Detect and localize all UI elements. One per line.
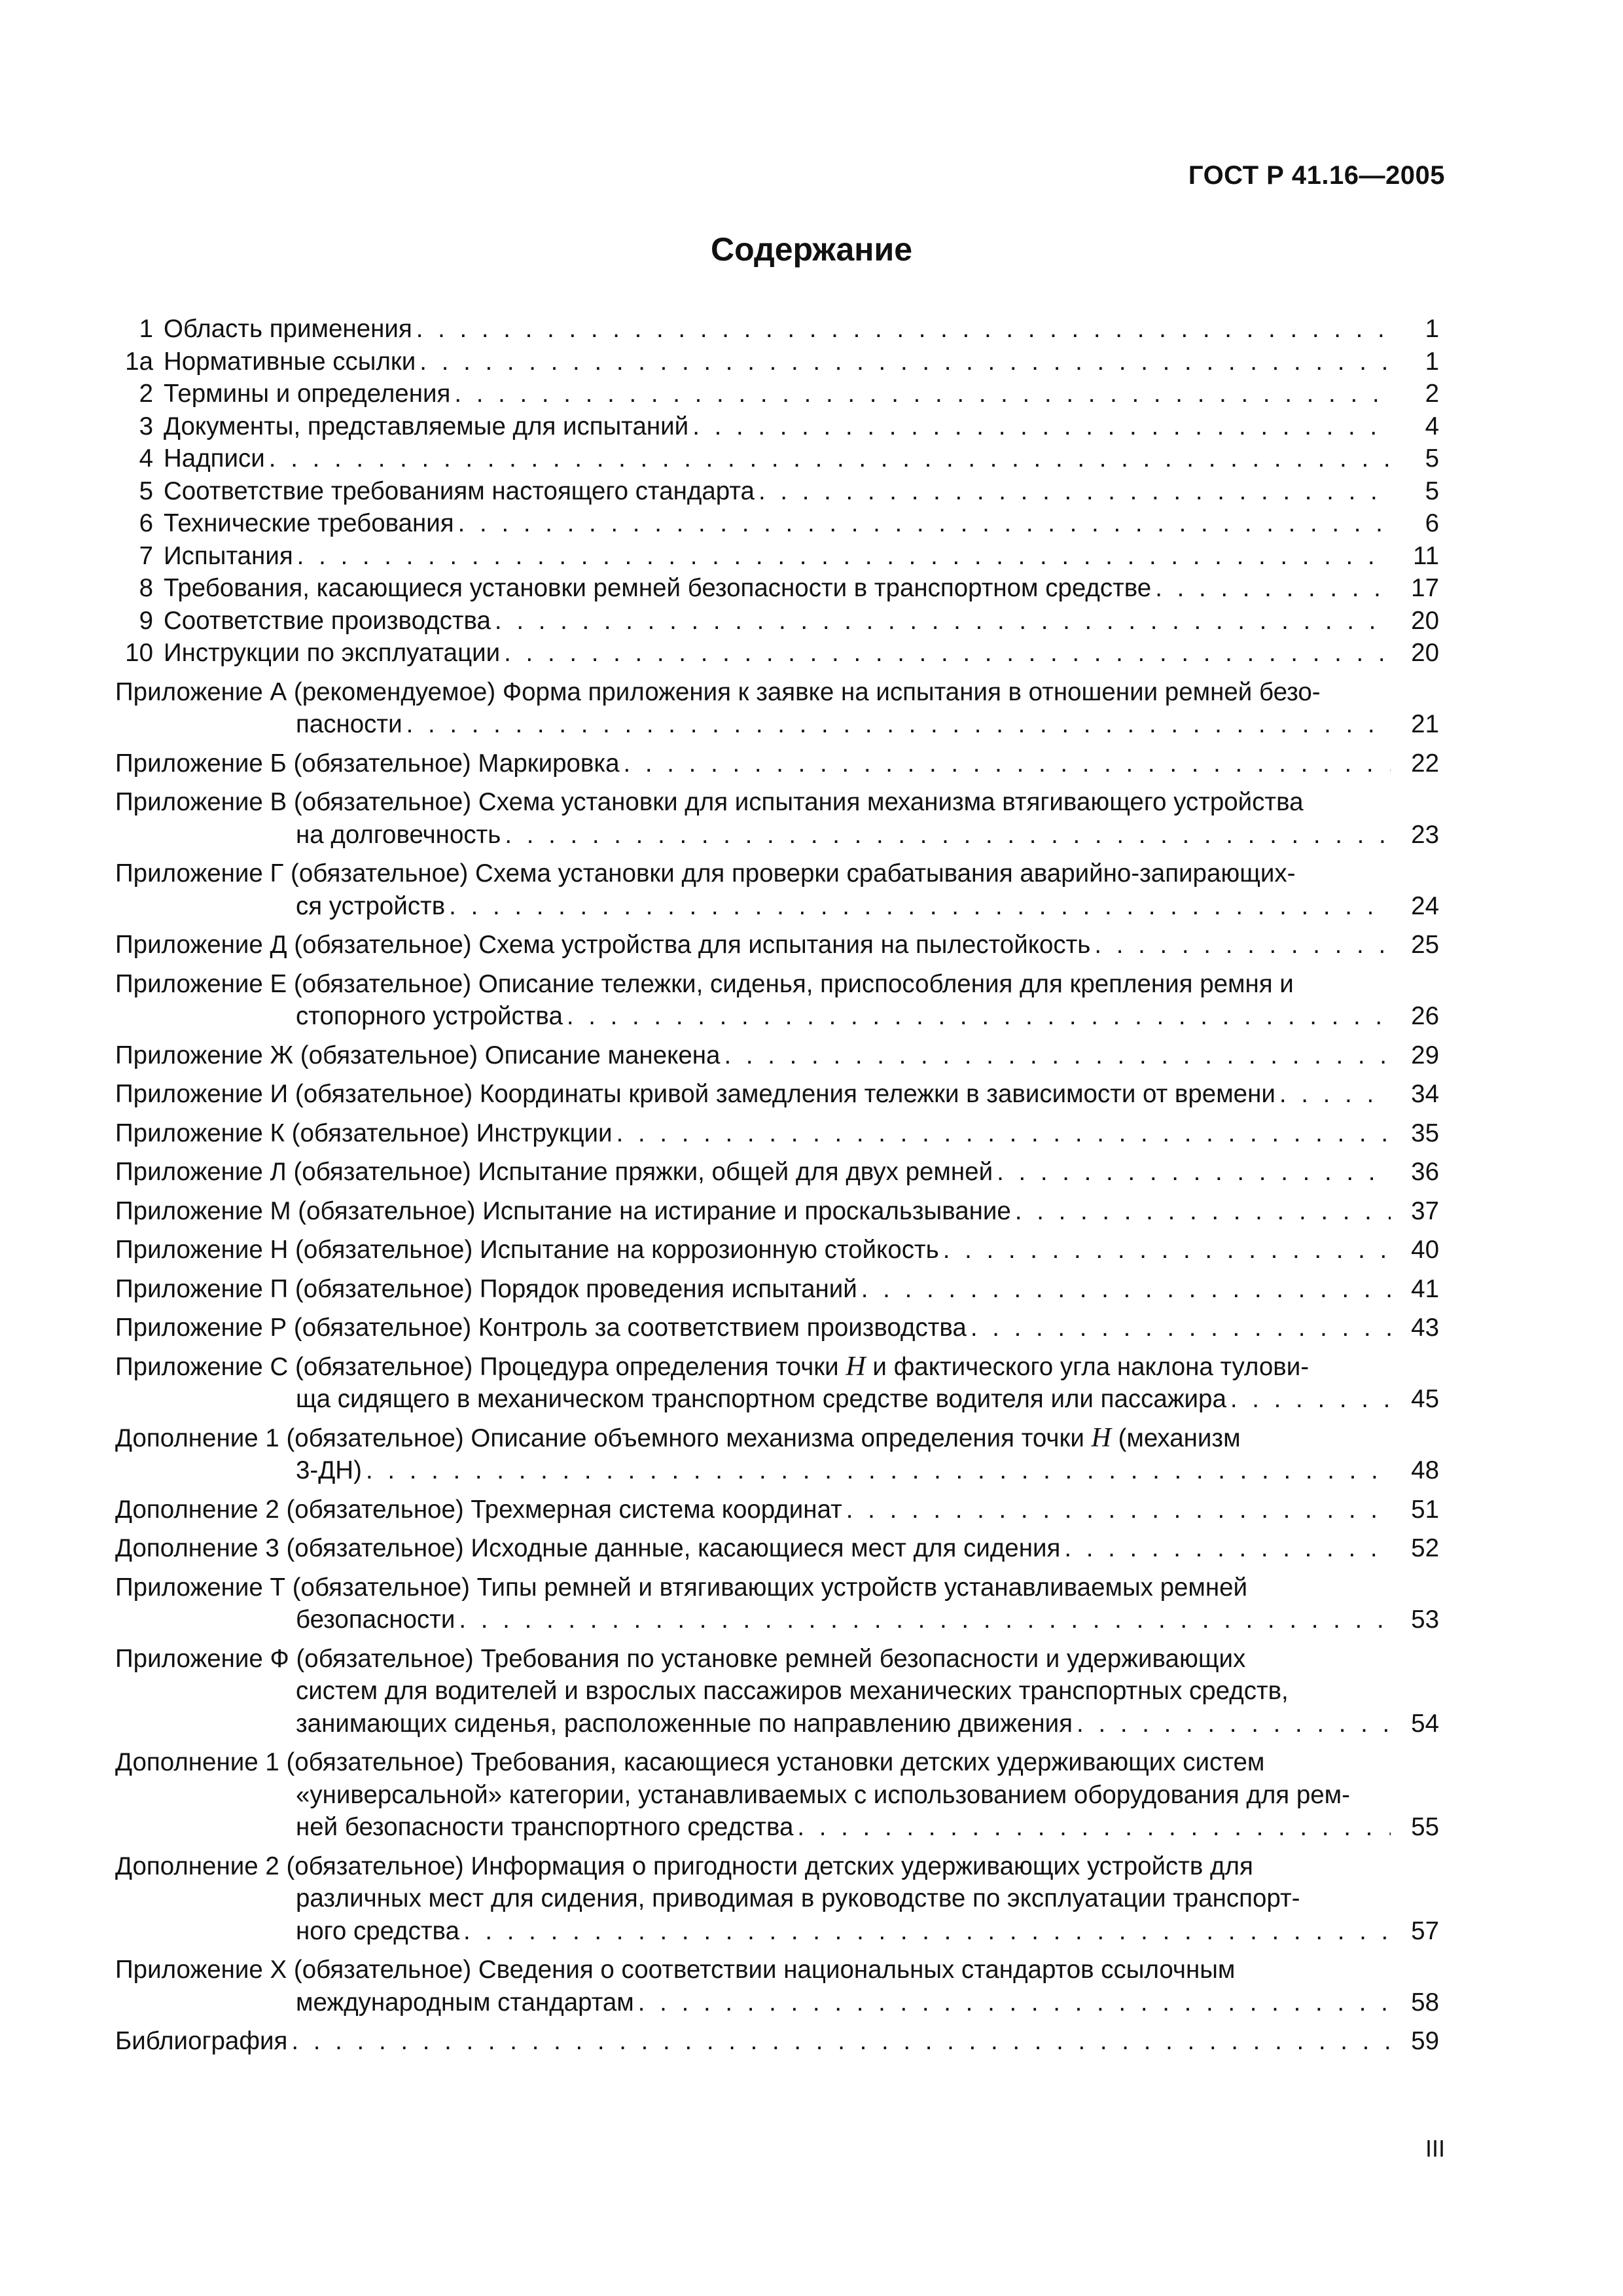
toc-entry[interactable] [115, 929, 1439, 961]
toc-entry[interactable] [115, 968, 1439, 1033]
leader-dots [634, 1986, 1391, 2019]
toc-entry-title: Дополнение 1 (обязательное) Описание объемного механизма определения точки H (механизм [115, 1422, 1241, 1453]
leader-dots [842, 1494, 1391, 1526]
toc-entry-title: 7 Испытания [115, 540, 293, 573]
toc-entry-page: 52 [1411, 1534, 1439, 1562]
toc-entry-title: различных мест для сидения, приводимая в руководстве по эксплуатации транспорт- [296, 1884, 1300, 1912]
toc-entry-page: 22 [1411, 749, 1439, 778]
leader-dots [362, 1454, 1391, 1487]
leader-dots [1073, 1708, 1391, 1740]
toc-entry-title: Дополнение 1 (обязательное) Требования, касающиеся установки детских удерживающих систем [115, 1748, 1265, 1776]
leader-dots [993, 1156, 1391, 1189]
toc-entry[interactable] [115, 1156, 1439, 1189]
toc-entry-title: «универсальной» категории, устанавливаемых с использованием оборудования для рем- [296, 1780, 1350, 1809]
toc-entry[interactable] [115, 1195, 1439, 1228]
page-title: Содержание [710, 231, 913, 268]
toc-entry[interactable] [115, 1422, 1439, 1487]
toc-entry-title: 6 Технические требования [115, 507, 454, 540]
toc-entry-title: Приложение А (рекомендуемое) Форма приложения к заявке на испытания в отношении ремней безо- [115, 677, 1321, 706]
toc-entry-page: 53 [1411, 1605, 1439, 1634]
toc-entry-page: 23 [1411, 820, 1439, 849]
toc-entry-title: 1а Нормативные ссылки [115, 346, 416, 378]
toc-entry-page: 4 [1425, 412, 1439, 440]
toc-entry[interactable] [115, 1571, 1439, 1636]
leader-dots [501, 819, 1391, 852]
leader-dots [563, 1000, 1391, 1033]
leader-dots [613, 1117, 1391, 1150]
toc-entry-title: Приложение Е (обязательное) Описание тележки, сиденья, приспособления для крепления ремня и [115, 969, 1294, 998]
toc-entry-page: 20 [1411, 639, 1439, 667]
toc-entry[interactable] [115, 1312, 1439, 1344]
leader-dots [1151, 572, 1391, 605]
toc-entry[interactable] [115, 1532, 1439, 1565]
toc-entry[interactable] [115, 1234, 1439, 1266]
toc-entry-title: ней безопасности транспортного средства [296, 1813, 794, 1841]
toc-entry-title: Приложение Ф (обязательное) Требования по установке ремней безопасности и удерживающих [115, 1644, 1246, 1673]
toc-entry-page: 5 [1425, 476, 1439, 505]
toc-entry-number: 3 [139, 412, 153, 440]
toc-entry[interactable] [115, 786, 1439, 851]
toc-entry[interactable] [115, 410, 1439, 443]
toc-entry-page: 55 [1411, 1813, 1439, 1841]
toc-entry-number: 9 [139, 606, 153, 635]
toc-entry-title: безопасности [296, 1605, 455, 1634]
toc-entry[interactable] [115, 1494, 1439, 1526]
toc-entry[interactable] [115, 1078, 1439, 1111]
toc-entry-page: 59 [1411, 2027, 1439, 2055]
toc-entry[interactable] [115, 1273, 1439, 1306]
toc-entry[interactable] [115, 507, 1439, 540]
toc-entry-title: Приложение Б (обязательное) Маркировка [115, 749, 620, 778]
toc-entry[interactable] [115, 2025, 1439, 2058]
toc-entry-page: 45 [1411, 1385, 1439, 1413]
toc-entry-page: 5 [1425, 444, 1439, 473]
toc-entry-title: Приложение Т (обязательное) Типы ремней и втягивающих устройств устанавливаемых ремней [115, 1573, 1248, 1602]
toc-entry-title: Приложение Л (обязательное) Испытание пряжки, общей для двух ремней [115, 1158, 993, 1186]
toc-entry-title: ся устройств [296, 891, 446, 920]
table-of-contents [115, 313, 1439, 2058]
toc-entry-page: 36 [1411, 1158, 1439, 1186]
toc-entry-title: 5 Соответствие требованиям настоящего стандарта [115, 475, 755, 508]
toc-entry-title: Приложение Г (обязательное) Схема установки для проверки срабатывания аварийно-запирающих- [115, 859, 1296, 888]
toc-entry[interactable] [115, 857, 1439, 922]
toc-entry-title: пасности [296, 710, 402, 738]
toc-entry-number: 4 [139, 444, 153, 473]
leader-dots [416, 346, 1391, 378]
page-number: III [1425, 2135, 1445, 2162]
toc-entry-number: 10 [125, 639, 153, 667]
toc-entry-title: на долговечность [296, 820, 501, 849]
toc-entry-page: 58 [1411, 1988, 1439, 2017]
toc-entry[interactable] [115, 1954, 1439, 2018]
leader-dots [491, 605, 1391, 637]
toc-entry-page: 34 [1411, 1080, 1439, 1108]
toc-entry-title: 8 Требования, касающиеся установки ремней безопасности в транспортном средстве [115, 572, 1151, 605]
toc-entry-number: 1 [139, 315, 153, 343]
toc-entry[interactable] [115, 1351, 1439, 1416]
toc-entry-title: ного средства [296, 1916, 459, 1945]
toc-entry-title: Дополнение 2 (обязательное) Трехмерная система координат [115, 1495, 842, 1524]
leader-dots [967, 1312, 1391, 1344]
toc-entry-page: 29 [1411, 1041, 1439, 1069]
toc-entry[interactable] [115, 637, 1439, 670]
toc-entry-number: 2 [139, 380, 153, 408]
toc-entry-title: 2 Термины и определения [115, 378, 450, 410]
toc-entry-page: 43 [1411, 1314, 1439, 1342]
toc-entry[interactable] [115, 1039, 1439, 1072]
toc-entry-page: 41 [1411, 1274, 1439, 1303]
toc-entry-page: 35 [1411, 1119, 1439, 1147]
toc-entry[interactable] [115, 747, 1439, 780]
toc-entry-title: Приложение Х (обязательное) Сведения о соответствии национальных стандартов ссылочным [115, 1956, 1236, 1984]
toc-entry-title: Дополнение 2 (обязательное) Информация о пригодности детских удерживающих устройств для [115, 1852, 1253, 1880]
toc-entry-title: занимающих сиденья, расположенные по направлению движения [296, 1709, 1073, 1738]
toc-entry-title: ща сидящего в механическом транспортном средстве водителя или пассажира [296, 1385, 1226, 1413]
leader-dots [402, 708, 1391, 741]
leader-dots [720, 1039, 1391, 1072]
toc-entry-page: 40 [1411, 1236, 1439, 1264]
toc-entry-page: 1 [1425, 347, 1439, 376]
toc-entry[interactable] [115, 378, 1439, 410]
toc-entry-title: Библиография [115, 2027, 288, 2055]
document-code: ГОСТ Р 41.16—2005 [1188, 161, 1445, 190]
leader-dots [459, 1915, 1391, 1948]
leader-dots [450, 378, 1391, 410]
leader-dots [857, 1273, 1391, 1306]
toc-entry[interactable] [115, 605, 1439, 637]
toc-entry-title: Приложение Д (обязательное) Схема устройства для испытания на пылестойкость [115, 931, 1091, 959]
leader-dots [500, 637, 1391, 670]
toc-entry[interactable] [115, 442, 1439, 475]
toc-entry-number: 8 [139, 574, 153, 602]
toc-entry[interactable] [115, 346, 1439, 378]
toc-entry-title: Приложение Н (обязательное) Испытание на коррозионную стойкость [115, 1236, 939, 1264]
toc-entry-page: 48 [1411, 1456, 1439, 1484]
toc-entry[interactable] [115, 676, 1439, 741]
toc-entry-page: 6 [1425, 509, 1439, 537]
leader-dots [412, 313, 1391, 346]
leader-dots [1275, 1078, 1391, 1111]
toc-entry-number: 6 [139, 509, 153, 537]
toc-entry-page: 20 [1411, 606, 1439, 635]
leader-dots [293, 540, 1391, 573]
toc-entry-page: 26 [1411, 1002, 1439, 1030]
toc-entry-page: 37 [1411, 1196, 1439, 1225]
toc-entry-title: Приложение В (обязательное) Схема установки для испытания механизма втягивающего устройства [115, 788, 1304, 816]
toc-entry[interactable] [115, 540, 1439, 573]
toc-entry-title: 9 Соответствие производства [115, 605, 491, 637]
toc-entry-title: 3 Документы, представляемые для испытаний [115, 410, 688, 443]
toc-entry[interactable] [115, 572, 1439, 605]
leader-dots [287, 2025, 1391, 2058]
toc-entry-title: 3-ДН) [296, 1456, 362, 1484]
toc-entry[interactable] [115, 1117, 1439, 1150]
toc-entry-title: Дополнение 3 (обязательное) Исходные данные, касающиеся мест для сидения [115, 1534, 1061, 1562]
toc-entry-title: Приложение Р (обязательное) Контроль за соответствием производства [115, 1314, 967, 1342]
toc-entry-page: 2 [1425, 380, 1439, 408]
toc-entry-title: Приложение С (обязательное) Процедура определения точки H и фактического угла наклона тулови- [115, 1351, 1310, 1382]
toc-entry-title: систем для водителей и взрослых пассажиров механических транспортных средств, [296, 1677, 1289, 1705]
toc-entry-title: Приложение М (обязательное) Испытание на истирание и проскальзывание [115, 1196, 1011, 1225]
toc-entry-number: 5 [139, 476, 153, 505]
toc-entry-title: Приложение П (обязательное) Порядок проведения испытаний [115, 1274, 857, 1303]
toc-entry-title: стопорного устройства [296, 1002, 563, 1030]
leader-dots [454, 507, 1391, 540]
toc-entry-page: 17 [1411, 574, 1439, 602]
toc-entry-title: Приложение К (обязательное) Инструкции [115, 1119, 613, 1147]
toc-entry-title: международным стандартам [296, 1988, 634, 2017]
toc-entry[interactable] [115, 1746, 1439, 1844]
toc-entry[interactable] [115, 1850, 1439, 1948]
toc-entry-number: 7 [139, 541, 153, 570]
leader-dots [939, 1234, 1391, 1266]
toc-entry-number: 1а [125, 347, 153, 376]
toc-entry-page: 54 [1411, 1709, 1439, 1738]
toc-entry-title: 10 Инструкции по эксплуатации [115, 637, 500, 670]
toc-entry[interactable] [115, 475, 1439, 508]
toc-entry-page: 51 [1411, 1495, 1439, 1524]
toc-entry-page: 25 [1411, 931, 1439, 959]
toc-entry-title: Приложение Ж (обязательное) Описание манекена [115, 1041, 721, 1069]
toc-entry-title: Приложение И (обязательное) Координаты кривой замедления тележки в зависимости от времени [115, 1080, 1275, 1108]
leader-dots [688, 410, 1391, 443]
leader-dots [265, 442, 1391, 475]
leader-dots [1011, 1195, 1391, 1228]
leader-dots [1226, 1383, 1391, 1416]
leader-dots [755, 475, 1391, 508]
toc-entry-page: 1 [1425, 315, 1439, 343]
toc-entry-page: 21 [1411, 710, 1439, 738]
toc-entry[interactable] [115, 1643, 1439, 1740]
leader-dots [620, 747, 1391, 780]
toc-entry-page: 24 [1411, 891, 1439, 920]
leader-dots [455, 1604, 1391, 1636]
toc-entry[interactable] [115, 313, 1439, 346]
leader-dots [1060, 1532, 1391, 1565]
leader-dots [1090, 929, 1391, 961]
leader-dots [445, 890, 1391, 923]
toc-entry-title: 1 Область применения [115, 313, 412, 346]
leader-dots [793, 1811, 1391, 1844]
toc-entry-title: 4 Надписи [115, 442, 265, 475]
toc-entry-page: 11 [1413, 541, 1439, 570]
toc-entry-page: 57 [1411, 1916, 1439, 1945]
